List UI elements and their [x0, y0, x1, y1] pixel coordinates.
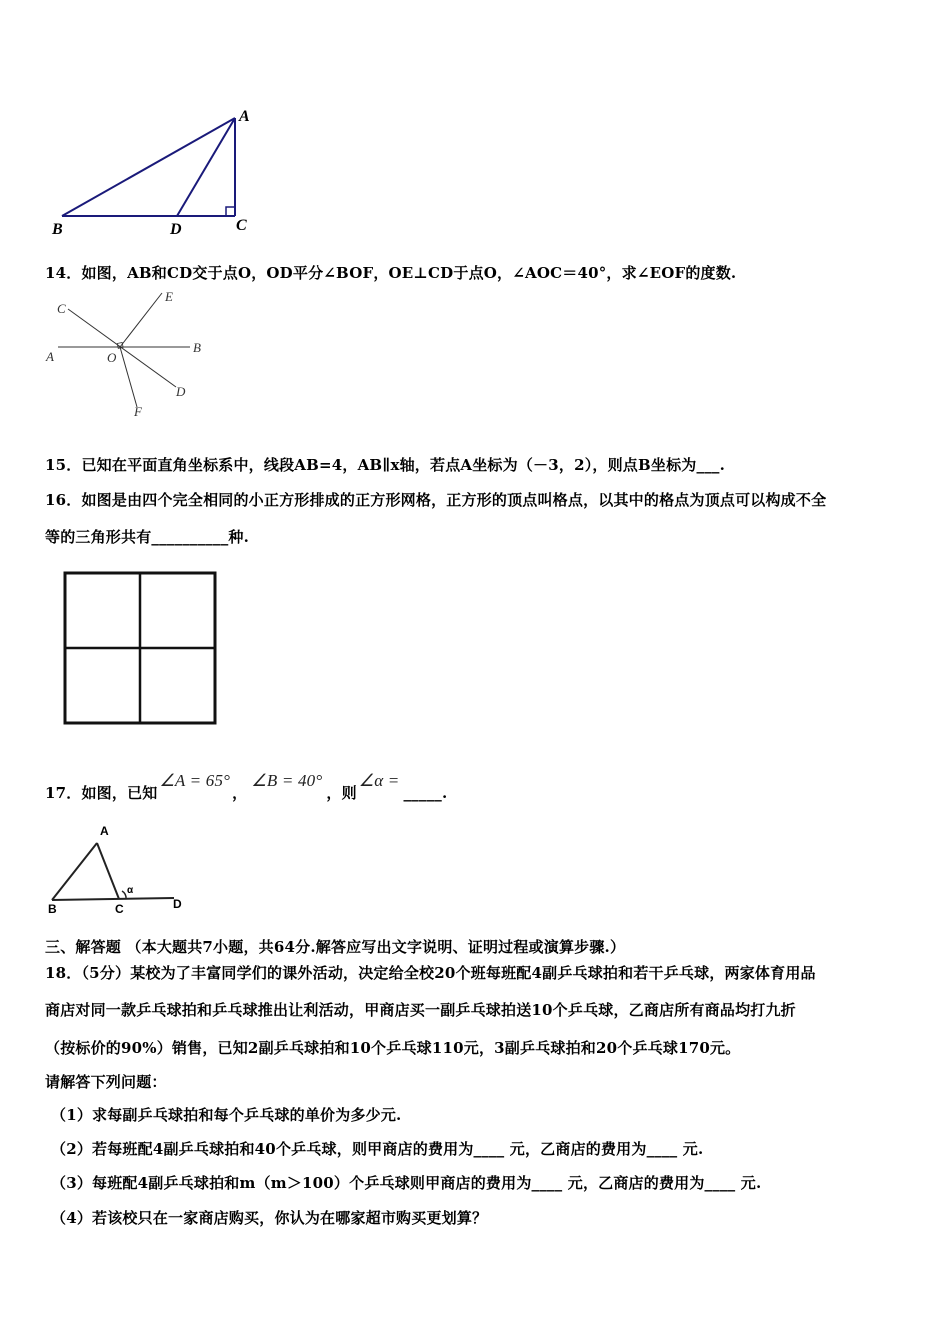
- segment-ac: [97, 843, 119, 899]
- label-d: D: [173, 897, 182, 911]
- segment-ab: [62, 118, 235, 216]
- angle-alpha-expression: ∠α =: [358, 771, 400, 790]
- question-18-line-2: 商店对同一款乒乓球拍和乒乓球推出让利活动，甲商店买一副乒乓球拍送10个乒乓球，乙商店所有商品均打九折: [45, 1001, 796, 1019]
- label-b: B: [193, 340, 201, 355]
- question-18-line-3: （按标价的90%）销售，已知2副乒乓球拍和10个乒乓球110元，3副乒乓球拍和20个乒乓球170元。: [45, 1039, 741, 1057]
- label-c: C: [115, 902, 124, 916]
- intersecting-lines-figure: [40, 285, 220, 420]
- ray-of: [120, 347, 137, 407]
- ray-oe: [120, 293, 162, 347]
- label-c: C: [57, 301, 66, 316]
- label-d: D: [176, 384, 186, 399]
- question-18-part-3: （3）每班配4副乒乓球拍和m（m＞100）个乒乓球则甲商店的费用为____ 元，乙商店的费用为____ 元.: [51, 1174, 762, 1192]
- question-18-line-1: 18．（5分）某校为了丰富同学们的课外活动，决定给全校20个班每班配4副乒乓球拍和若干乒乓球，两家体育用品: [45, 964, 816, 982]
- question-17-text: [45, 770, 447, 800]
- label-e: E: [165, 289, 173, 304]
- label-b: B: [52, 221, 63, 238]
- label-f: F: [134, 404, 142, 419]
- question-15-text: 15．已知在平面直角坐标系中，线段AB=4，AB∥x轴，若点A坐标为（－3，2），则点B坐标为___.: [45, 456, 726, 474]
- exterior-angle-figure: [40, 820, 200, 920]
- label-b: B: [48, 902, 57, 916]
- question-17-mid: ，则: [326, 784, 357, 802]
- triangle-figure-abcd: [40, 100, 280, 245]
- right-angle-mark: [226, 207, 235, 216]
- question-14-text: 14．如图，AB和CD交于点O，OD平分∠BOF，OE⊥CD于点O，∠AOC＝40°，求∠EOF的度数.: [45, 264, 737, 282]
- question-18-part-2: （2）若每班配4副乒乓球拍和40个乒乓球，则甲商店的费用为____ 元，乙商店的费用为____ 元.: [51, 1140, 704, 1158]
- answer-blank: _____.: [403, 784, 448, 802]
- separator: ，: [232, 784, 248, 802]
- segment-ab: [52, 843, 97, 900]
- label-alpha: α: [127, 885, 134, 896]
- label-o: O: [107, 350, 117, 365]
- question-16-line-1: 16．如图是由四个完全相同的小正方形排成的正方形网格，正方形的顶点叫格点，以其中的格点为顶点可以构成不全: [45, 491, 827, 509]
- label-c: C: [236, 217, 247, 234]
- label-a: A: [46, 349, 54, 364]
- section-3-heading: 三、解答题 （本大题共7小题，共64分.解答应写出文字说明、证明过程或演算步骤.）: [45, 938, 626, 956]
- label-a: A: [100, 824, 109, 838]
- square-grid-figure: [60, 568, 224, 732]
- segment-bd: [52, 898, 174, 900]
- question-18-prompt: 请解答下列问题：: [45, 1073, 167, 1091]
- question-17-prefix: 17．如图，已知: [45, 784, 158, 802]
- label-d: D: [170, 221, 182, 238]
- angle-alpha-arc: [122, 891, 126, 899]
- label-a: A: [239, 108, 250, 125]
- question-18-part-1: （1）求每副乒乓球拍和每个乒乓球的单价为多少元.: [51, 1106, 402, 1124]
- question-18-part-4: （4）若该校只在一家商店购买，你认为在哪家超市购买更划算？: [51, 1209, 488, 1227]
- angle-a-expression: ∠A = 65°: [159, 771, 231, 790]
- segment-ad: [177, 118, 235, 216]
- angle-b-expression: ∠B = 40°: [251, 771, 323, 790]
- question-16-line-2: 等的三角形共有__________种.: [45, 528, 250, 546]
